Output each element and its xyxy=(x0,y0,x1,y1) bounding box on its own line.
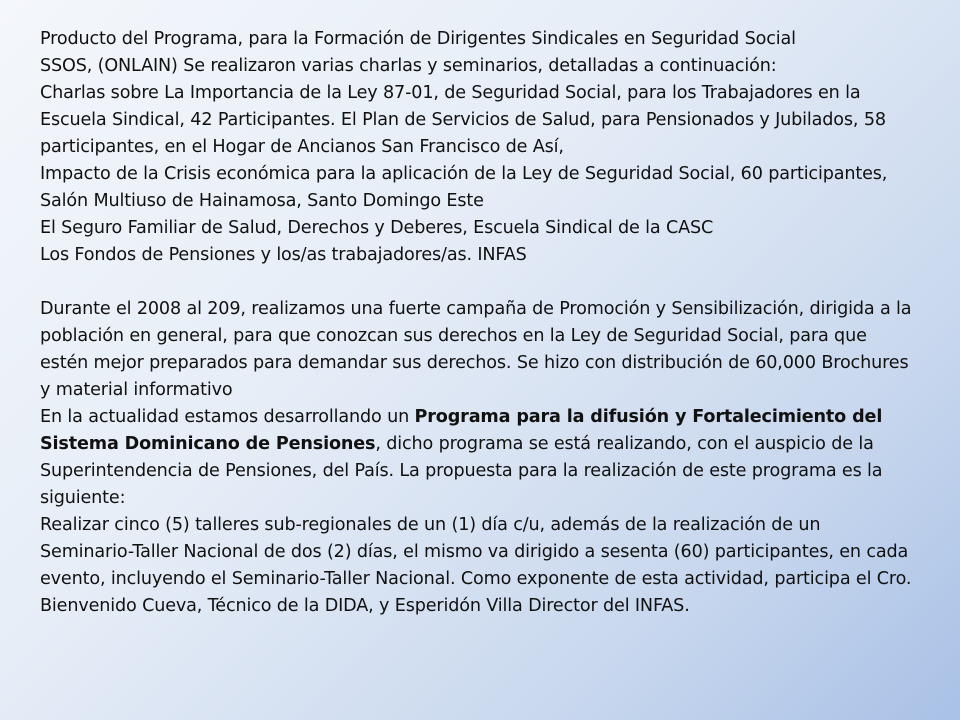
slide-text-body xyxy=(40,26,918,620)
talleres-paragraph: Realizar cinco (5) talleres sub-regionales de un (1) día c/u, además de la realización de un Seminario-Taller Nacional de dos (2) días, el mismo va dirigido a sesenta (60) participantes, en cada evento, incluyendo el Seminario-Taller Nacional. Como exponente de esta actividad, participa el Cro. Bienvenido Cueva, Técnico de la DIDA, y Esperidón Villa Director del INFAS. xyxy=(40,515,912,616)
paragraph-spacer xyxy=(40,269,918,296)
campana-paragraph: Durante el 2008 al 209, realizamos una fuerte campaña de Promoción y Sensibilización, dirigida a la población en general, para que conozcan sus derechos en la Ley de Seguridad Social, para que estén mejor preparados para demandar sus derechos. Se hizo con distribución de 60,000 Brochures y material informativo xyxy=(40,299,912,400)
intro-line-1: Producto del Programa, para la Formación de Dirigentes Sindicales en Seguridad Social xyxy=(40,29,796,49)
actualidad-text-start: En la actualidad estamos desarrollando un xyxy=(40,407,415,427)
fondos-paragraph: Los Fondos de Pensiones y los/as trabajadores/as. INFAS xyxy=(40,245,527,265)
impacto-paragraph: Impacto de la Crisis económica para la aplicación de la Ley de Seguridad Social, 60 participantes, Salón Multiuso de Hainamosa, Santo Domingo Este xyxy=(40,164,888,211)
charlas-paragraph: Charlas sobre La Importancia de la Ley 87-01, de Seguridad Social, para los Trabajadores en la Escuela Sindical, 42 Participantes. El Plan de Servicios de Salud, para Pensionados y Jubilados, 58 participantes, en el Hogar de Ancianos San Francisco de Así, xyxy=(40,83,886,157)
intro-line-2: SSOS, (ONLAIN) Se realizaron varias charlas y seminarios, detalladas a continuación: xyxy=(40,56,777,76)
programa-title: Programa para la difusión y Fortalecimiento del Sistema Dominicano de Pensiones xyxy=(40,407,883,454)
actualidad-paragraph xyxy=(40,404,918,512)
seguro-paragraph: El Seguro Familiar de Salud, Derechos y Deberes, Escuela Sindical de la CASC xyxy=(40,218,714,238)
actualidad-text-end: , dicho programa se está realizando, con el auspicio de la Superintendencia de Pensiones, del País. La propuesta para la realización de este programa es la siguiente: xyxy=(40,434,883,508)
